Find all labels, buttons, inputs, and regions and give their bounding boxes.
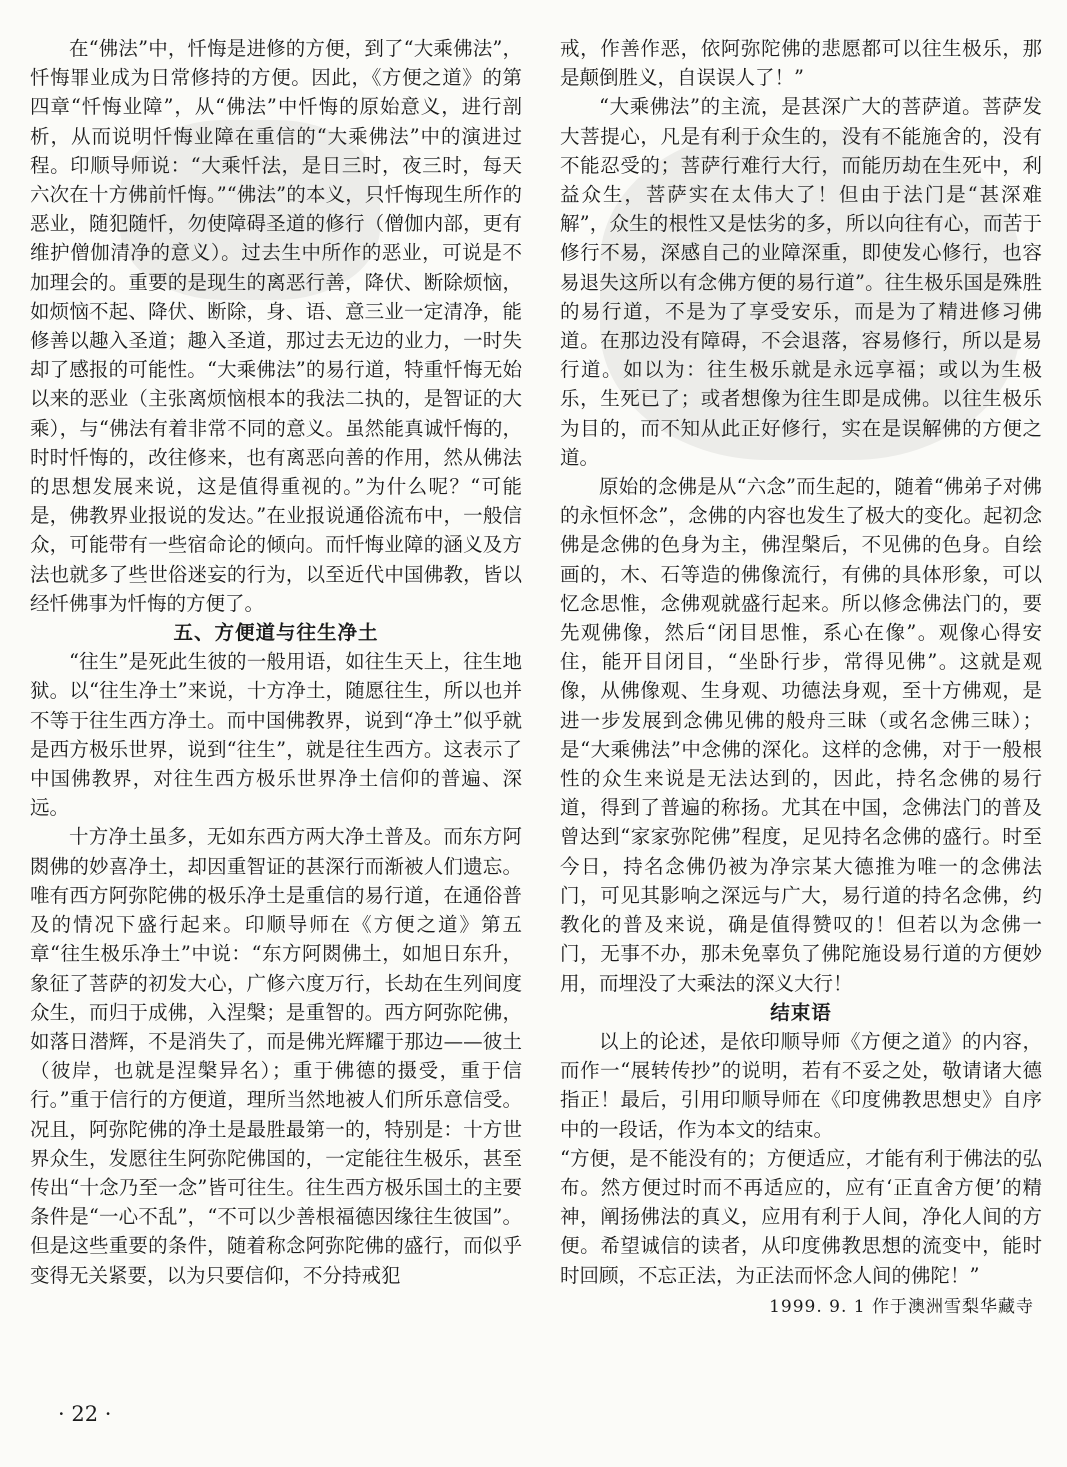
section-heading: 五、方便道与往生净土 <box>173 621 379 645</box>
paragraph: 以上的论述，是依印顺导师《方便之道》的内容，而作一“展转传抄”的说明，若有不妥之处，敬请诸大德指正！最后，引用印顺导师在《印度佛教思想史》自序中的一段话，作为本文的结束。 <box>560 1029 1042 1141</box>
paragraph: “往生”是死此生彼的一般用语，如往生天上，往生地狱。以“往生净土”来说，十方净土，随愿往生，所以也并不等于往生西方净土。而中国佛教界，说到“净土”似乎就是西方极乐世界，说到“往生”，就是往生西方。这表示了中国佛教界，对往生西方极乐世界净土信仰的普遍、深远。 <box>30 650 522 820</box>
right-column <box>560 34 1042 1322</box>
paragraph: “大乘佛法”的主流，是甚深广大的菩萨道。菩萨发大菩提心，凡是有利于众生的，没有不能施舍的，没有不能忍受的；菩萨行难行大行，而能历劫在生死中，利益众生，菩萨实在太伟大了！但由于法门是“甚深难解”，众生的根性又是怯劣的多，所以向往有心，而苦于修行不易，深感自己的业障深重，即使发心修行，也容易退失这所以有念佛方便的易行道”。往生极乐国是殊胜的易行道，不是为了享受安乐，而是为了精进修习佛道。在那边没有障碍，不会退落，容易修行，所以是易行道。如以为：往生极乐就是永远享福；或以为生极乐，生死已了；或者想像为往生即是成佛。以往生极乐为目的，而不知从此正好修行，实在是误解佛的方便之道。 <box>560 95 1042 469</box>
page-number: · 22 · <box>58 1402 112 1426</box>
paragraph: 原始的念佛是从“六念”而生起的，随着“佛弟子对佛的永恒怀念”，念佛的内容也发生了极大的变化。起初念佛是念佛的色身为主，佛涅槃后，不见佛的色身。自绘画的，木、石等造的佛像流行，有佛的具体形象，可以忆念思惟，念佛观就盛行起来。所以修念佛法门的，要先观佛像，然后“闭目思惟，系心在像”。观像心得安住，能开目闭目，“坐卧行步，常得见佛”。这就是观像，从佛像观、生身观、功德法身观，至十方佛观，是进一步发展到念佛见佛的般舟三昧（或名念佛三昧）；是“大乘佛法”中念佛的深化。这样的念佛，对于一般根性的众生来说是无法达到的，因此，持名念佛的易行道，得到了普遍的称扬。尤其在中国，念佛法门的普及曾达到“家家弥陀佛”程度，足见持名念佛的盛行。时至今日，持名念佛仍被为净宗某大德推为唯一的念佛法门，可见其影响之深远与广大，易行道的持名念佛，约教化的普及来说，确是值得赞叹的！但若以为念佛一门，无事不办，那未免辜负了佛陀施设易行道的方便妙用，而埋没了大乘法的深义大行！ <box>560 475 1042 995</box>
paragraph: 戒，作善作恶，依阿弥陀佛的悲愿都可以往生极乐，那是颠倒胜义，自误误人了！” <box>560 37 1042 90</box>
paragraph: 十方净土虽多，无如东西方两大净土普及。而东方阿閦佛的妙喜净土，却因重智证的甚深行而渐被人们遗忘。唯有西方阿弥陀佛的极乐净土是重信的易行道，在通俗普及的情况下盛行起来。印顺导师在《方便之道》第五章“往生极乐净土”中说：“东方阿閦佛土，如旭日东升，象征了菩萨的初发大心，广修六度万行，长劫在生列间度众生，而归于成佛，入涅槃；是重智的。西方阿弥陀佛，如落日潜辉，不是消失了，而是佛光辉耀于那边——彼土（彼岸，也就是涅槃异名）；重于佛德的摄受，重于信行。”重于信行的方便道，理所当然地被人们所乐意信受。况且，阿弥陀佛的净土是最胜最第一的，特别是：十方世界众生，发愿往生阿弥陀佛国的，一定能往生极乐，甚至传出“十念乃至一念”皆可往生。往生西方极乐国土的主要条件是“一心不乱”，“不可以少善根福德因缘往生彼国”。但是这些重要的条件，随着称念阿弥陀佛的盛行，而似乎变得无关紧要，以为只要信仰，不分持戒犯 <box>30 825 522 1287</box>
paragraph: 在“佛法”中，忏悔是进修的方便，到了“大乘佛法”，忏悔罪业成为日常修持的方便。因此，《方便之道》的第四章“忏悔业障”，从“佛法”中忏悔的原始意义，进行剖析，从而说明忏悔业障在重信的“大乘佛法”中的演进过程。印顺导师说：“大乘忏法，是日三时，夜三时，每天六次在十方佛前忏悔。”“佛法”的本义，只忏悔现生所作的恶业，随犯随忏，勿使障碍圣道的修行（僧伽内部，更有维护僧伽清净的意义）。过去生中所作的恶业，可说是不加理会的。重要的是现生的离恶行善，降伏、断除烦恼，如烦恼不起、降伏、断除，身、语、意三业一定清净，能修善以趣入圣道；趣入圣道，那过去无边的业力，一时失却了感报的可能性。“大乘佛法”的易行道，特重忏悔无始以来的恶业（主张离烦恼根本的我法二执的，是智证的大乘），与“佛法有着非常不同的意义。虽然能真诚忏悔的，时时忏悔的，改往修来，也有离恶向善的作用，然从佛法的思想发展来说，这是值得重视的。”为什么呢？“可能是，佛教界业报说的发达。”在业报说通俗流布中，一般信众，可能带有一些宿命论的倾向。而忏悔业障的涵义及方法也就多了些世俗迷妄的行为，以至近代中国佛教，皆以经忏佛事为忏悔的方便了。 <box>30 37 522 615</box>
section-heading: 结束语 <box>770 1000 832 1024</box>
left-column <box>30 34 522 1290</box>
quote-paragraph: “方便，是不能没有的；方便适应，才能有利于佛法的弘布。然方便过时而不再适应的，应有‘正直舍方便’的精神，阐扬佛法的真义，应用有利于人间，净化人间的方便。希望诚信的读者，从印度佛教思想的流变中，能时时回顾，不忘正法，为正法而怀念人间的佛陀！” <box>560 1146 1042 1287</box>
signature-line: 1999. 9. 1 作于澳洲雪梨华藏寺 <box>769 1296 1034 1317</box>
